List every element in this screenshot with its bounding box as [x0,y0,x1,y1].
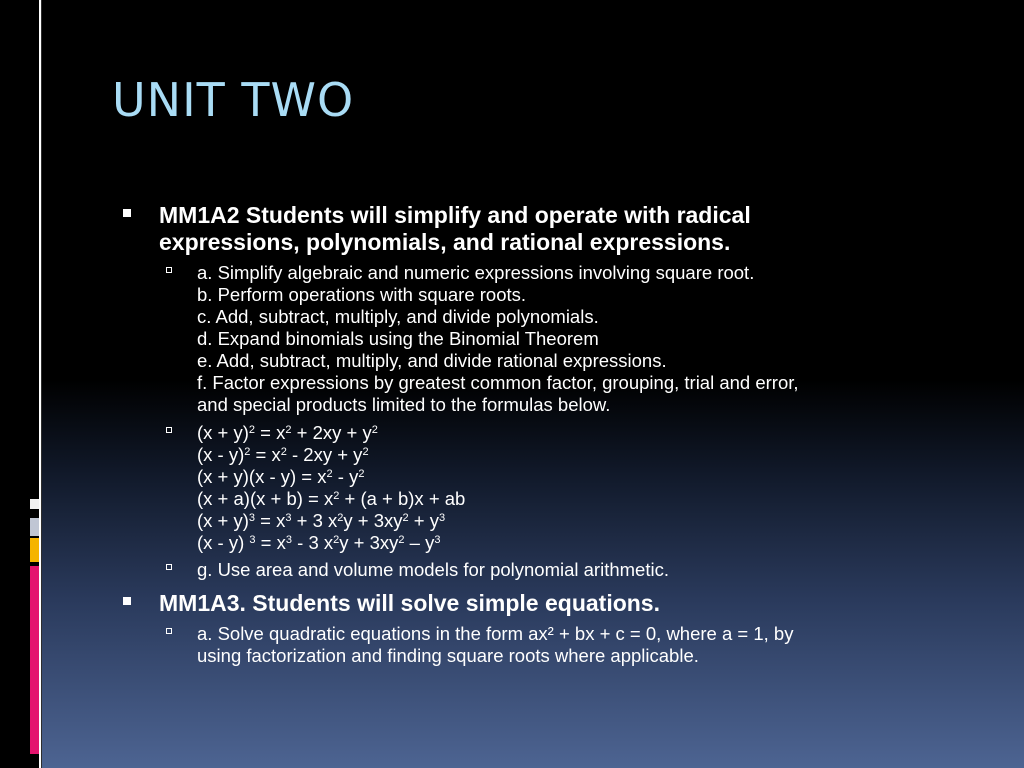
accent-block-white [30,499,39,509]
sub-bullet-area-models [120,559,970,581]
hollow-square-bullet-icon [166,628,172,634]
objective-line: a. Simplify algebraic and numeric expressions involving square root. [197,262,755,283]
formula-line: $(x + y)^2 = x^2 + 2xy + y^2$ [197,422,378,443]
formula-line: (x - y) $^3 = x^3 - 3$ $x^2y + 3xy^2 - y^3$ [197,532,441,553]
objective-line: and special products limited to the formulas below. [197,394,611,415]
objective-line: e. Add, subtract, multiply, and divide rational expressions. [197,350,667,371]
objective-line: f. Factor expressions by greatest common factor, grouping, trial and error, [197,372,799,393]
formula-line: $(x + a)(x + b) = x^2 + (a + b)x$ + ab [197,488,466,509]
hollow-square-bullet-icon [166,427,172,433]
accent-block-pink [30,566,39,754]
sub-bullet-objectives [120,262,970,416]
bullet-line: MM1A2 Students will simplify and operate with radical [159,202,751,228]
square-bullet-icon [123,209,131,217]
hollow-square-bullet-icon [166,564,172,570]
bullet-line: expressions, polynomials, and rational expressions. [159,229,731,255]
sub-bullet-quadratic [120,623,970,667]
bullet-line: MM1A3. Students will solve simple equations. [159,590,660,616]
bullet-mm1a3 [120,590,970,617]
accent-block-gray [30,518,39,536]
square-bullet-icon [123,597,131,605]
objective-line: g. Use area and volume models for polynomial arithmetic. [197,559,669,580]
objective-line: b. Perform operations with square roots. [197,284,527,305]
accent-block-yellow [30,538,39,562]
formula-line: $(x + y)^3 = x^3 + 3$ $x^2y + 3xy^2 + y^3$ [197,510,446,531]
objective-line: c. Add, subtract, multiply, and divide polynomials. [197,306,599,327]
sub-bullet-formulas [120,422,970,554]
objective-line: a. Solve quadratic equations in the form ax² + bx + c = 0, where a = 1, by [197,623,794,644]
left-divider-shadow [41,0,42,768]
slide-content [120,200,970,667]
objective-line: d. Expand binomials using the Binomial Theorem [197,328,599,349]
formula-line: $(x + y)(x - y) = x^2 - y^2$ [197,466,365,487]
hollow-square-bullet-icon [166,267,172,273]
objective-line: using factorization and finding square roots where applicable. [197,645,699,666]
formula-line: $(x - y)^2 = x^2 - 2xy + y^2$ [197,444,369,465]
slide-title: UNIT TWO [112,73,355,127]
bullet-mm1a2 [120,202,970,256]
